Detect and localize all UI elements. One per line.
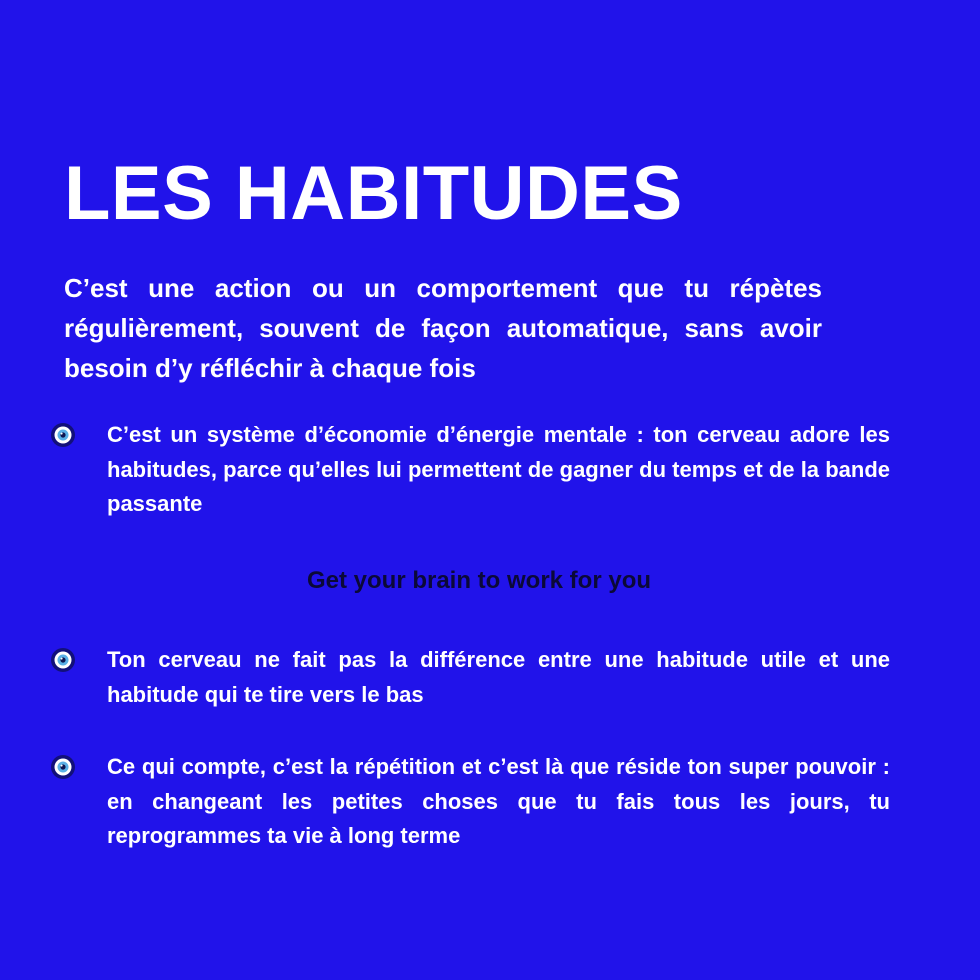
page-title: LES HABITUDES bbox=[64, 151, 683, 236]
eye-bullet-icon bbox=[50, 647, 76, 673]
bullet-text-1: C’est un système d’économie d’énergie mentale : ton cerveau adore les habitudes, parce qu’elles lui permettent de gagner du temps et de la bande passante bbox=[107, 422, 890, 516]
intro-paragraph: C’est une action ou un comportement que tu répètes régulièrement, souvent de façon automatique, sans avoir besoin d’y réfléchir à chaque fois bbox=[64, 273, 822, 383]
eye-bullet-icon bbox=[50, 422, 76, 448]
bullet-item-3 bbox=[50, 750, 890, 854]
bullet-text-3: Ce qui compte, c’est la répétition et c’est là que réside ton super pouvoir : en changeant les petites choses que tu fais tous les jours, tu reprogrammes ta vie à long terme bbox=[107, 754, 890, 848]
slogan-text: Get your brain to work for you bbox=[306, 567, 652, 594]
bullet-item-2 bbox=[50, 643, 890, 712]
eye-bullet-icon bbox=[50, 754, 76, 780]
bullet-item-1 bbox=[50, 418, 890, 522]
bullet-text-2: Ton cerveau ne fait pas la différence entre une habitude utile et une habitude qui te tire vers le bas bbox=[107, 647, 890, 707]
